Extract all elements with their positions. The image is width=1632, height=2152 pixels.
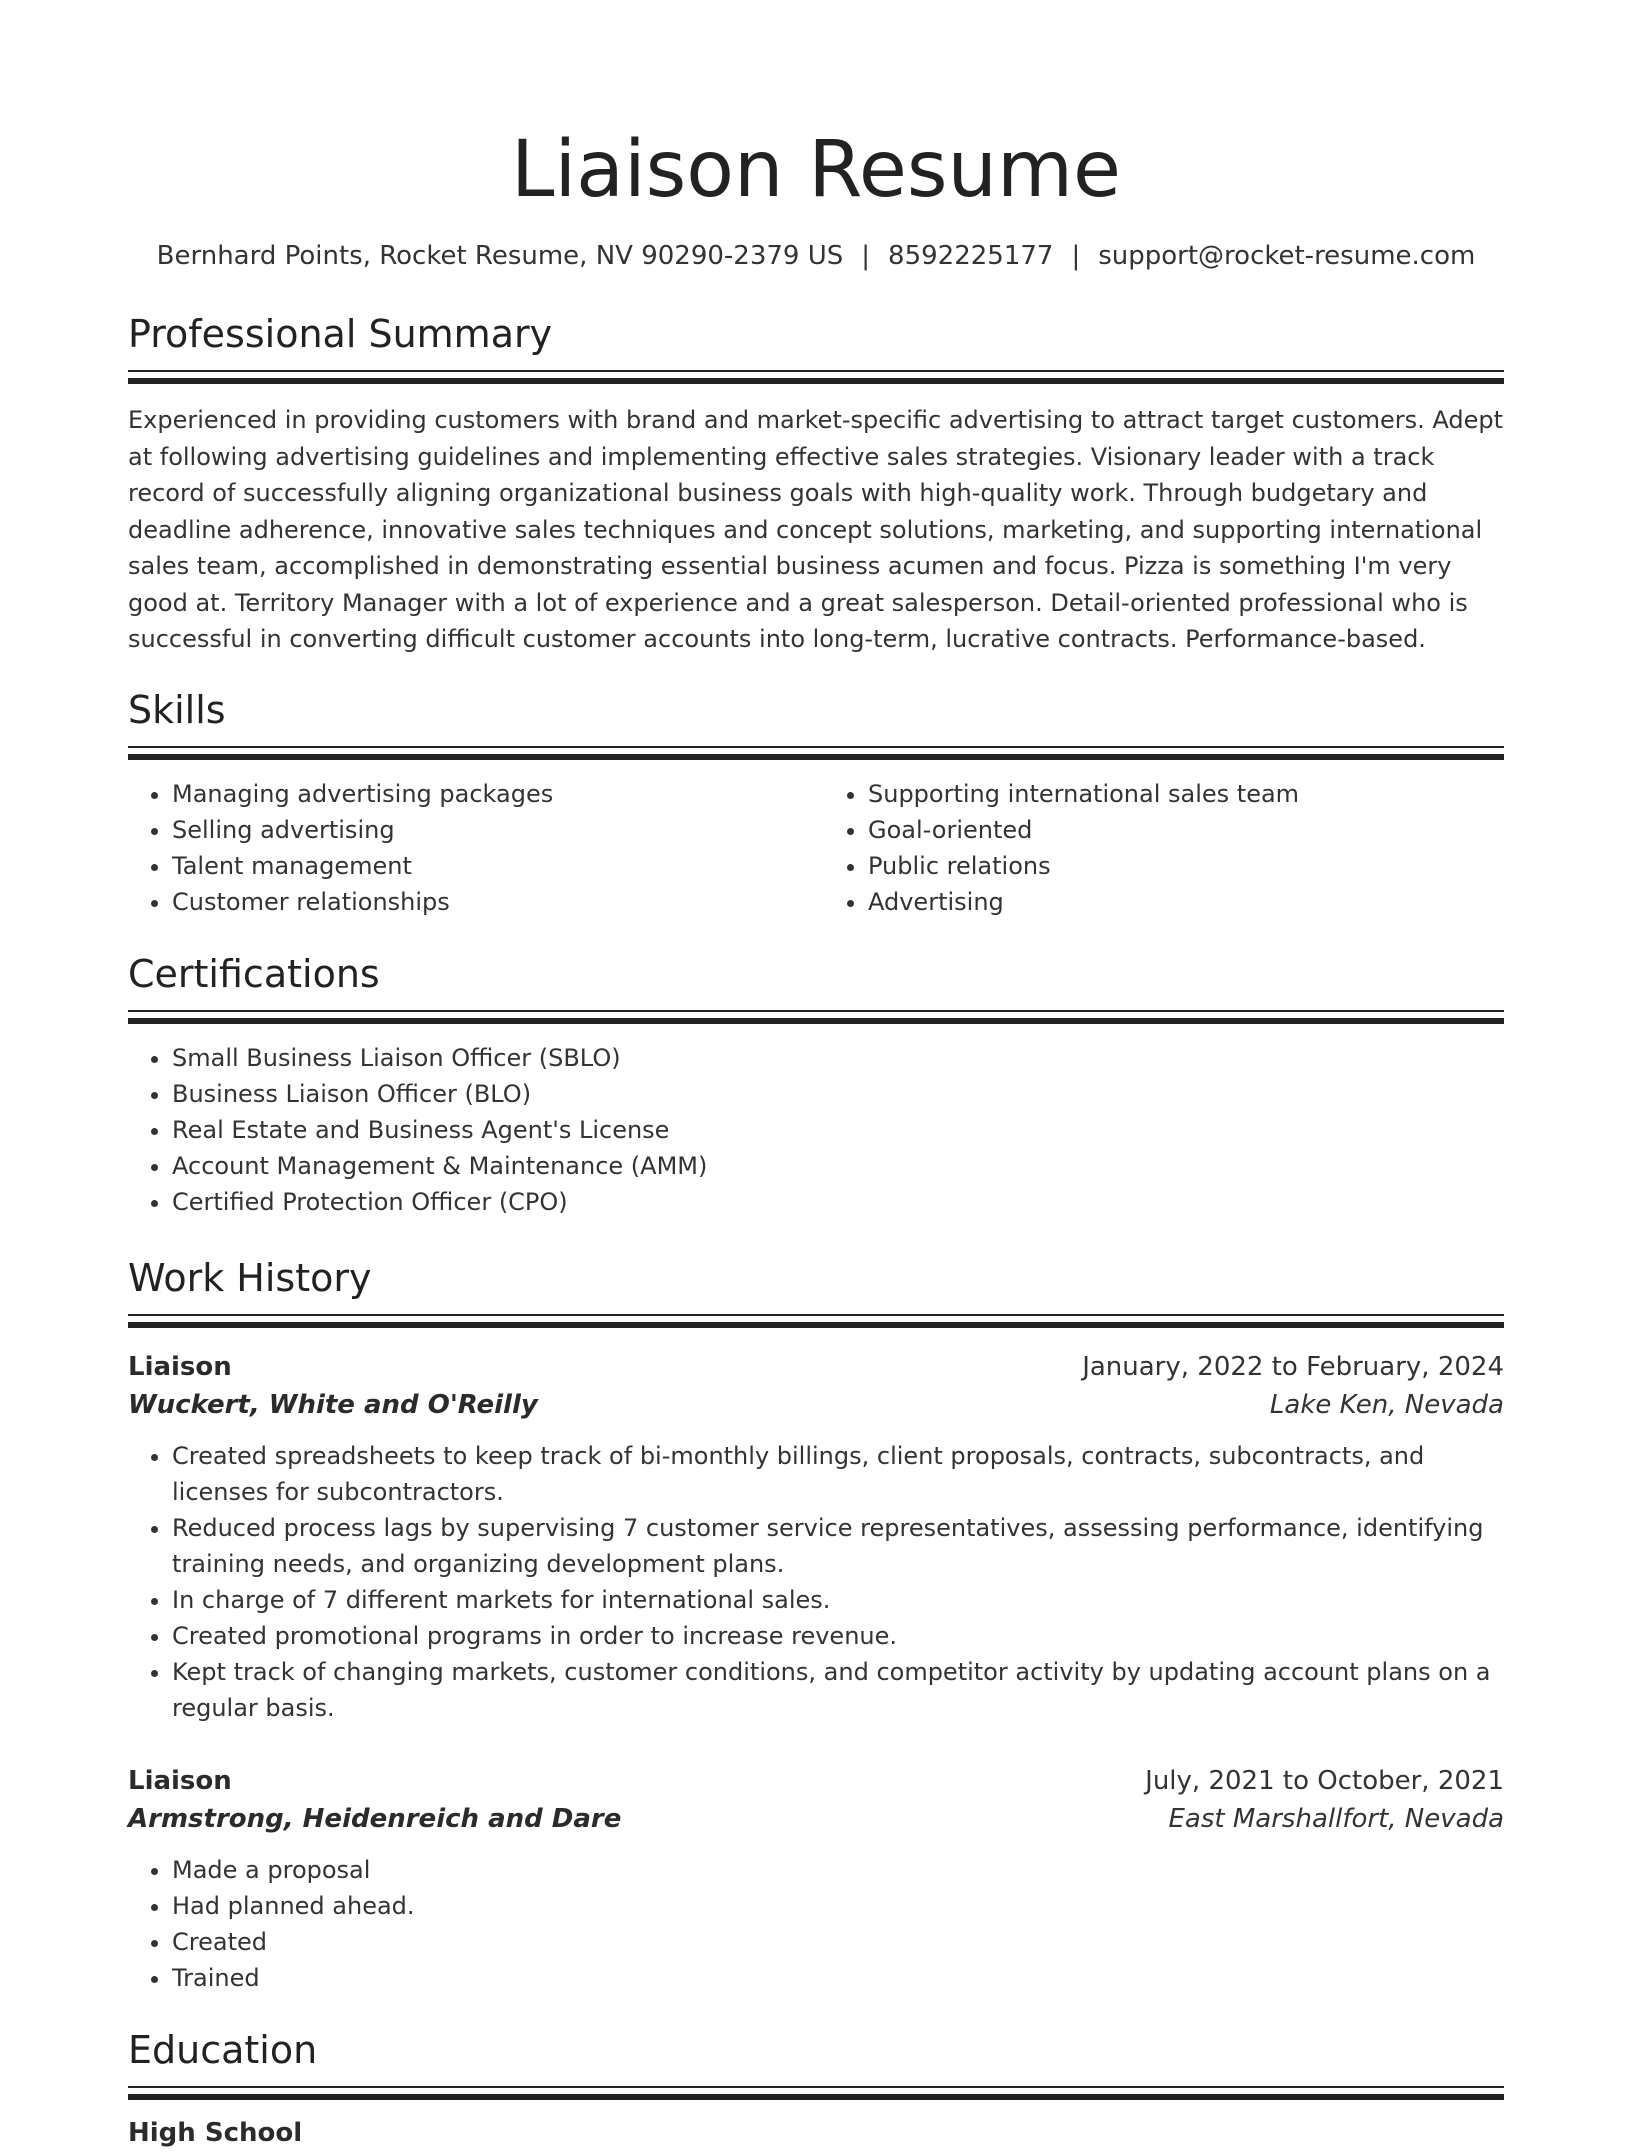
job-dates: January, 2022 to February, 2024 [1082,1351,1504,1382]
skill-item: • Managing advertising packages [172,776,808,812]
section-professional-summary [128,310,1504,658]
skills-list-left [128,776,808,920]
section-heading: Professional Summary [128,312,553,356]
job-bullet: • Created promotional programs in order to increase revenue. [172,1618,1504,1654]
job-employer-row [128,1800,1504,1838]
skill-item: • Selling advertising [172,812,808,848]
contact-address: Bernhard Points, Rocket Resume, NV 90290-2379 US [156,241,844,271]
job-bullets [128,1438,1504,1726]
education-entry-title: High School [128,2117,303,2148]
certifications-list [128,1040,1504,1220]
contact-separator: | [1071,241,1081,271]
job-bullet: • Made a proposal [172,1852,1504,1888]
skill-item: • Advertising [868,884,1504,920]
job-header-row [128,1762,1504,1800]
section-certifications [128,950,1504,1220]
section-heading: Work History [128,1255,372,1300]
job-header-row [128,1348,1504,1386]
job-bullet: • In charge of 7 different markets for international sales. [172,1582,1504,1618]
skills-list-right [824,776,1504,920]
job-dates: July, 2021 to October, 2021 [1145,1765,1504,1796]
job-entry [128,1348,1504,1726]
certification-item: • Small Business Liaison Officer (SBLO) [172,1040,1504,1076]
job-bullet: • Created [172,1924,1504,1960]
job-bullet: • Trained [172,1960,1504,1996]
job-title: Liaison [128,1351,232,1382]
section-skills [128,686,1504,920]
certification-item: • Certified Protection Officer (CPO) [172,1184,1504,1220]
resume-title: Liaison Resume [511,125,1121,215]
section-divider [128,1010,1504,1024]
section-heading: Education [128,2027,318,2072]
certification-item: • Business Liaison Officer (BLO) [172,1076,1504,1112]
job-entry [128,1762,1504,1996]
skill-item: • Talent management [172,848,808,884]
contact-line [128,238,1504,274]
contact-separator: | [861,241,871,271]
section-education [128,2026,1504,2152]
skill-item: • Public relations [868,848,1504,884]
skills-grid [128,760,1504,920]
job-title: Liaison [128,1765,232,1796]
skill-item: • Goal-oriented [868,812,1504,848]
job-location: East Marshallfort, Nevada [1168,1803,1504,1834]
section-divider [128,2086,1504,2100]
job-bullets [128,1852,1504,1996]
section-heading: Skills [128,687,226,732]
job-bullet: • Kept track of changing markets, customer conditions, and competitor activity by updating account plans on a regular basis. [172,1654,1504,1726]
job-company: Armstrong, Heidenreich and Dare [128,1803,622,1834]
contact-phone: 8592225177 [888,241,1054,271]
contact-email: support@rocket-resume.com [1098,241,1476,271]
section-heading: Certifications [128,951,380,996]
section-divider [128,370,1504,384]
section-divider [128,1314,1504,1328]
job-bullet: • Created spreadsheets to keep track of bi-monthly billings, client proposals, contracts, subcontracts, and licenses for subcontractors. [172,1438,1504,1510]
skill-item: • Supporting international sales team [868,776,1504,812]
job-employer-row [128,1386,1504,1424]
job-bullet: • Reduced process lags by supervising 7 customer service representatives, assessing performance, identifying training needs, and organizing development plans. [172,1510,1504,1582]
summary-text: Experienced in providing customers with brand and market-specific advertising to attract target customers. Adept at following advertising guidelines and implementing effective sales strategies. Visionary leader with a track record of successfully aligning organizational business goals with high-quality work. Through budgetary and deadline adherence, innovative sales techniques and concept solutions, marketing, and supporting international sales team, accomplished in demonstrating essential business acumen and focus. Pizza is something I'm very good at. Territory Manager with a lot of experience and a great salesperson. Detail-oriented professional who is successful in converting difficult customer accounts into long-term, lucrative contracts. Performance-based. [128,406,1503,653]
job-bullet: • Had planned ahead. [172,1888,1504,1924]
job-company: Wuckert, White and O'Reilly [128,1389,538,1420]
certification-item: • Real Estate and Business Agent's License [172,1112,1504,1148]
section-divider [128,746,1504,760]
skill-item: • Customer relationships [172,884,808,920]
section-work-history [128,1254,1504,1996]
job-location: Lake Ken, Nevada [1269,1389,1504,1420]
certification-item: • Account Management & Maintenance (AMM) [172,1148,1504,1184]
